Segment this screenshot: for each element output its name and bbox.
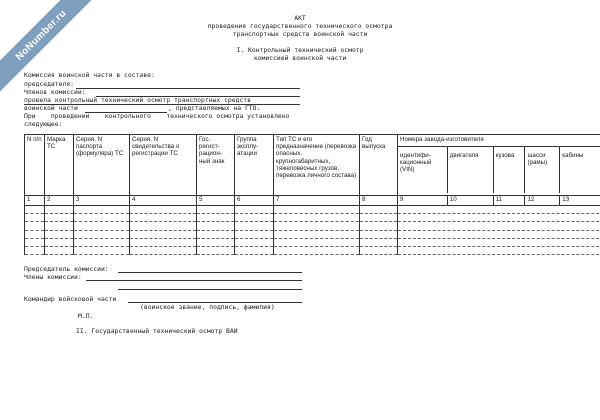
members-signature-line-2: [118, 289, 302, 290]
header-cell: Группа эксплу-атации: [235, 135, 274, 196]
table-row: [25, 222, 600, 230]
unit-suffix: , представляемых на ГТО.: [168, 104, 261, 112]
chairman-signature-label: Председатель комиссии:: [24, 265, 109, 273]
chairman-label: председателя:: [24, 80, 75, 88]
members-signature-line: [86, 280, 302, 281]
chairman-fill-line: [76, 88, 300, 89]
number-cell: 7: [274, 196, 360, 206]
sub-header-cell: двигателя: [447, 147, 493, 193]
commission-intro: Комиссия воинской части в составе:: [24, 71, 155, 79]
manufacturer-numbers-header: [398, 135, 600, 196]
table-row: [25, 214, 600, 222]
sub-header-cell: кабины: [559, 147, 600, 193]
table-row: [25, 238, 600, 246]
act-title: АКТ: [294, 14, 306, 22]
number-cell: 12: [524, 196, 559, 205]
number-cell: 9: [400, 196, 404, 203]
number-cell: 3: [74, 196, 130, 206]
act-subtitle-line2: транспортных средств воинской части: [232, 30, 368, 38]
section1-subtitle: комиссией воинской части: [253, 54, 347, 62]
number-subcells: [398, 196, 600, 206]
table-row: [25, 206, 600, 214]
stamp-placeholder: М.П.: [78, 312, 94, 320]
chairman-signature-line: [118, 272, 302, 273]
table-header-row: [25, 135, 600, 196]
number-cell: 11: [493, 196, 525, 205]
sub-header-cell: идентифи-кационный (VIN): [400, 152, 432, 174]
vehicles-table: [24, 134, 600, 255]
header-cell: Тип ТС и его предназначение (перевозка опасных, крупногабаритных, тяжеловесных грузов, перевозка личного состава): [274, 135, 360, 196]
number-cell: 8: [360, 196, 398, 206]
table-row: [25, 246, 600, 254]
header-cell: Год выпуска: [360, 135, 398, 196]
members-label: Членов комиссии:: [24, 88, 86, 96]
commission-line6: При проведении контрольного технического осмотра установлено: [24, 112, 290, 120]
unit-label: воинской части: [24, 104, 78, 112]
number-cell: 13: [559, 196, 600, 205]
number-cell: 6: [235, 196, 274, 206]
number-cell: 4: [130, 196, 197, 206]
header-cell: N п/п: [25, 135, 45, 196]
section2-title: II. Государственный технический осмотр ВАИ: [76, 327, 238, 335]
section1-title: I. Контрольный технический осмотр: [236, 46, 364, 54]
header-cell: Серия, N свидетельства о регистрации ТС: [130, 135, 197, 196]
members-signature-label: Члены комиссии:: [24, 273, 82, 281]
number-cell: 5: [197, 196, 235, 206]
table-row: [25, 230, 600, 238]
table-number-row: [25, 196, 600, 206]
signature-caption: (воинское звание, подпись, фамилия): [140, 303, 275, 311]
number-cell: 2: [45, 196, 74, 206]
sub-header-cell: шасси (рамы): [524, 147, 559, 193]
watermark-text: NoNumber.ru: [13, 7, 69, 63]
header-cell: Серия, N паспорта (формуляра) ТС: [74, 135, 130, 196]
commission-line4: провела контрольный технический осмотр транспортных средств: [24, 96, 252, 104]
act-subtitle-line1: проведения государственного технического осмотра: [207, 22, 393, 30]
group-header: Номера завода-изготовителя: [398, 135, 600, 147]
header-cell: Марка ТС: [45, 135, 74, 196]
commission-line7: следующее:: [24, 120, 63, 128]
number-cell: 1: [25, 196, 45, 206]
header-cell: Гос. регист-рацион-ный знак: [197, 135, 235, 196]
commander-label: Командир войсковой части: [24, 295, 117, 303]
number-cell: 10: [447, 196, 493, 205]
sub-header-cell: кузова: [493, 147, 525, 193]
